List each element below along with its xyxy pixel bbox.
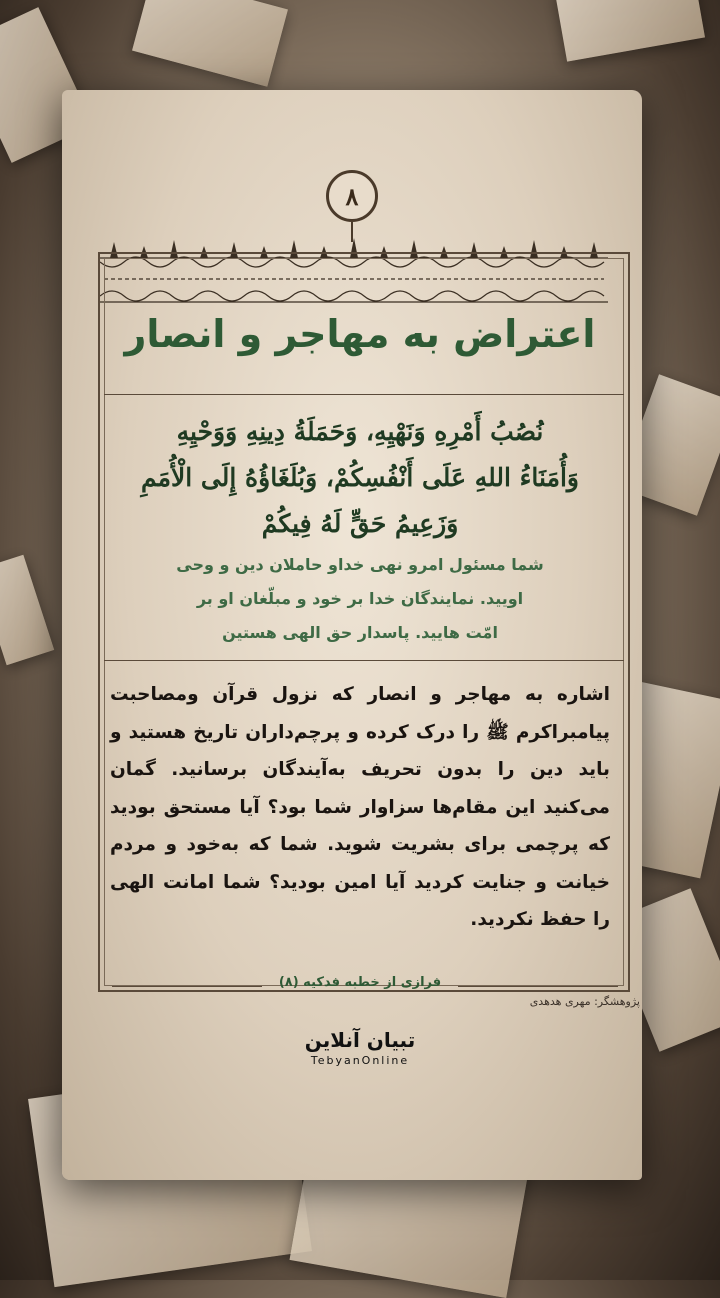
logo-persian: تبیان آنلاین bbox=[304, 1028, 416, 1052]
arabic-line: نُصُبُ أَمْرِهِ وَنَهْيِهِ، وَحَمَلَةُ دِينِهِ وَوَحْيِهِ bbox=[176, 417, 544, 446]
brand-logo bbox=[270, 1028, 450, 1067]
logo-english: TebyanOnline bbox=[310, 1054, 410, 1067]
arabic-line: وَزَعِيمُ حَقٍّ لَهُ فِيكُمْ bbox=[261, 509, 459, 538]
page-title: اعتراض به مهاجر و انصار bbox=[124, 312, 596, 356]
section-divider bbox=[104, 660, 624, 661]
body-text: اشاره به مهاجر و انصار که نزول قرآن ومصاحبت پیامبراکرم ﷺ را درک کرده و پرچم‌داران تاریخ هستید و باید دین را بدون تحریف به‌آیندگان برسانید. گمان می‌کنید این مقام‌ها سزاوار شما بود؟ آیا مستحق بودید که پرچمی برای بشریت شوید. شما که به‌خود و مردم خیانت و جنایت کردید آیا امین بودید؟ شما امانت الهی را حفظ نکردید. bbox=[110, 684, 610, 930]
background-paper-sheet bbox=[132, 0, 288, 87]
arabic-line: وَأُمَنَاءُ اللهِ عَلَى أَنْفُسِكُمْ، وَبُلَغَاؤُهُ إِلَى الْأُمَمِ bbox=[141, 463, 579, 492]
background-paper-sheet bbox=[555, 0, 705, 62]
title-divider bbox=[104, 394, 624, 395]
page-number-badge: ۸ bbox=[326, 170, 378, 222]
source-divider-right bbox=[458, 986, 618, 987]
source-caption: فرازی از خطبه فدکیه (۸) bbox=[278, 975, 442, 990]
researcher-credit: پژوهشگر: مهری هدهدی bbox=[529, 995, 640, 1008]
translation-line: اویید. نمایندگان خدا بر خود و مبلّغان او بر bbox=[196, 589, 524, 608]
source-divider-left bbox=[112, 986, 262, 987]
background-paper-sheet bbox=[0, 555, 54, 666]
translation-line: شما مسئول امرو نهی خداو حاملان دین و وحی bbox=[176, 555, 544, 574]
translation-line: امّت هایید. پاسدار حق الهی هستین bbox=[222, 623, 498, 642]
